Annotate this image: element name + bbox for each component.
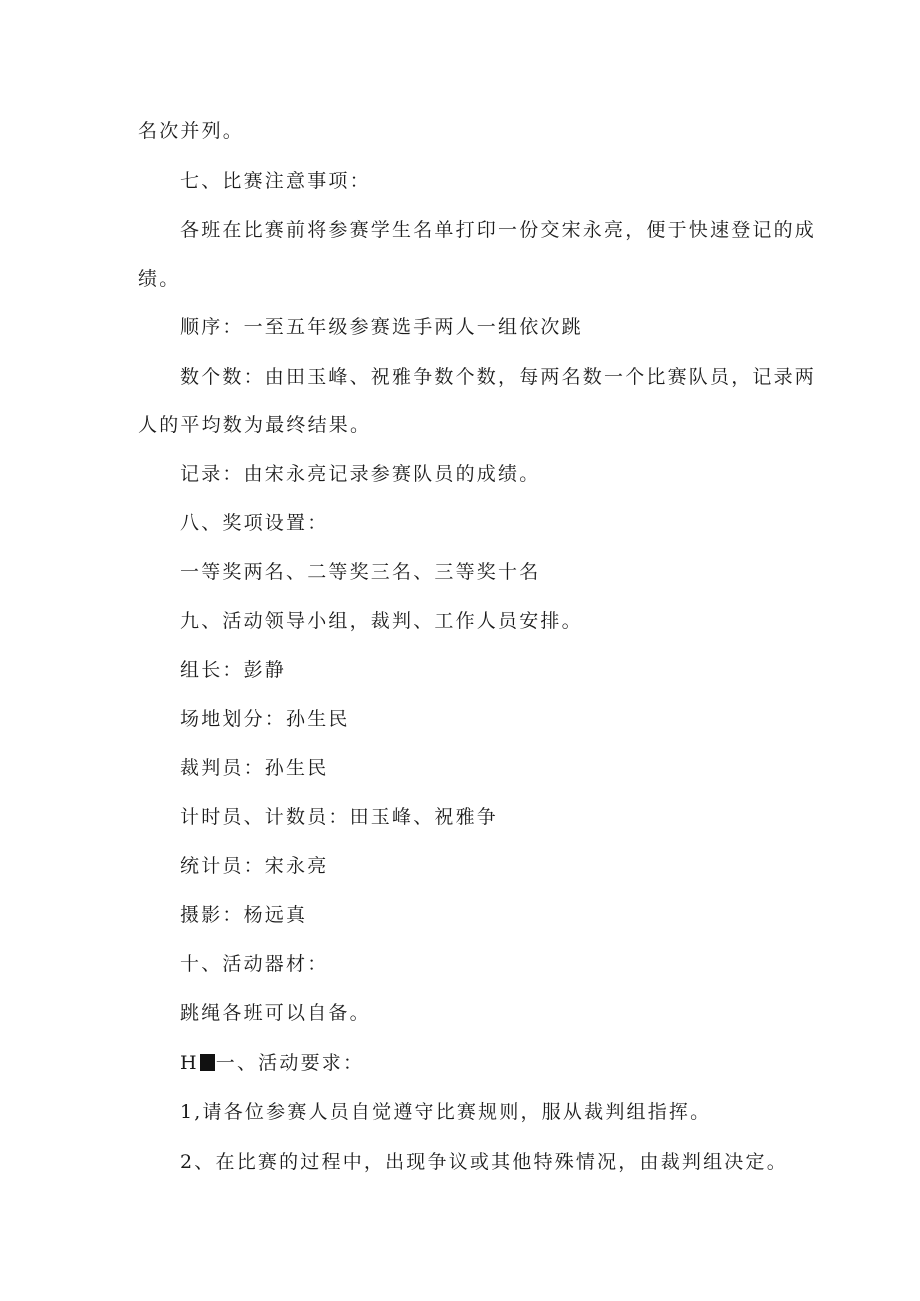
paragraph-rank-tie-cont: 名次并列。 bbox=[138, 120, 245, 142]
paragraph-awards: 一等奖两名、二等奖三名、三等奖十名 bbox=[180, 561, 541, 583]
paragraph-submit-list: 各班在比赛前将参赛学生名单打印一份交宋永亮，便于快速登记的成 bbox=[180, 219, 817, 241]
heading-suffix: 一、活动要求： bbox=[215, 1052, 365, 1074]
paragraph-venue: 场地划分：孙生民 bbox=[180, 708, 350, 730]
unrecognized-glyph-icon bbox=[200, 1054, 215, 1071]
section-heading-11 bbox=[180, 1049, 364, 1077]
paragraph-statistician: 统计员：宋永亮 bbox=[180, 855, 329, 877]
paragraph-submit-list-cont: 绩。 bbox=[138, 268, 181, 290]
requirement-item-1: 1,请各位参赛人员自觉遵守比赛规则，服从裁判组指挥。 bbox=[180, 1101, 712, 1123]
paragraph-equipment: 跳绳各班可以自备。 bbox=[180, 1002, 371, 1024]
paragraph-referee: 裁判员：孙生民 bbox=[180, 757, 329, 779]
paragraph-counting-cont: 人的平均数为最终结果。 bbox=[138, 414, 372, 436]
paragraph-leader: 组长：彭静 bbox=[180, 659, 287, 681]
section-heading-8: 八、奖项设置： bbox=[180, 512, 329, 534]
requirement-item-2: 2、在比赛的过程中，出现争议或其他特殊情况，由裁判组决定。 bbox=[180, 1151, 788, 1173]
paragraph-record: 记录：由宋永亮记录参赛队员的成绩。 bbox=[180, 463, 541, 485]
section-heading-7: 七、比赛注意事项： bbox=[180, 170, 371, 192]
section-heading-10: 十、活动器材： bbox=[180, 953, 329, 975]
section-heading-9: 九、活动领导小组，裁判、工作人员安排。 bbox=[180, 610, 583, 632]
heading-prefix: H bbox=[180, 1052, 199, 1074]
paragraph-timekeeper: 计时员、计数员：田玉峰、祝雅争 bbox=[180, 806, 499, 828]
paragraph-photography: 摄影：杨远真 bbox=[180, 904, 308, 926]
paragraph-order: 顺序：一至五年级参赛选手两人一组依次跳 bbox=[180, 316, 583, 338]
paragraph-counting: 数个数：由田玉峰、祝雅争数个数，每两名数一个比赛队员，记录两 bbox=[180, 366, 817, 388]
